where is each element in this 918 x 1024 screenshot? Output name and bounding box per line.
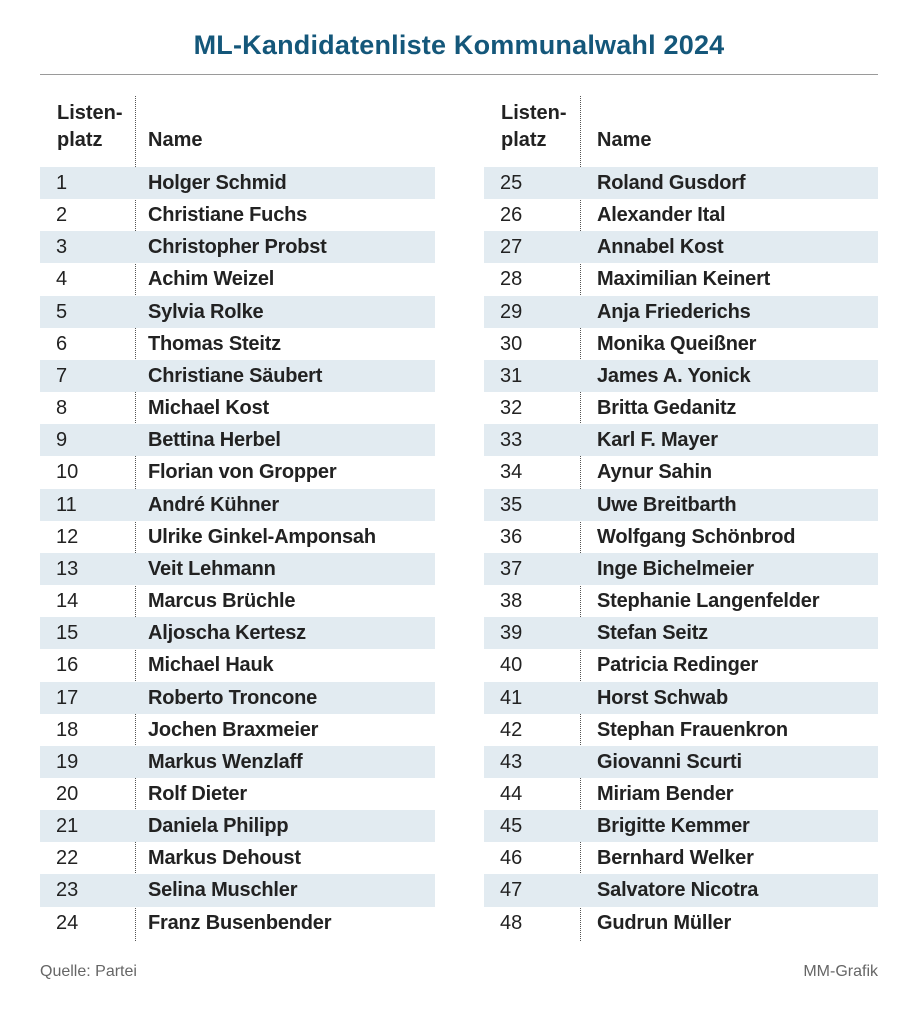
table-row xyxy=(40,874,435,906)
header-listenplatz-line1: Listen- xyxy=(57,102,123,124)
candidate-name-cell: Stephanie Langenfelder xyxy=(597,590,820,613)
candidate-name-cell: Aynur Sahin xyxy=(597,461,712,484)
listenplatz-cell: 16 xyxy=(56,654,79,677)
candidate-name-cell: Marcus Brüchle xyxy=(148,590,296,613)
listenplatz-cell: 25 xyxy=(500,172,523,194)
candidate-name-cell: Stefan Seitz xyxy=(597,622,708,645)
listenplatz-cell: 24 xyxy=(56,911,79,934)
table-row xyxy=(40,392,435,424)
header-listenplatz xyxy=(501,100,567,154)
table-row xyxy=(484,263,878,295)
table-row xyxy=(484,617,878,649)
listenplatz-cell: 14 xyxy=(56,590,79,613)
candidate-name-cell: Alexander Ital xyxy=(597,204,726,227)
candidate-name-cell: Christiane Säubert xyxy=(148,364,323,387)
candidate-name-cell: Holger Schmid xyxy=(148,172,287,194)
table-row xyxy=(484,199,878,231)
candidate-name-cell: Brigitte Kemmer xyxy=(597,815,750,838)
table-row xyxy=(40,682,435,714)
listenplatz-cell: 35 xyxy=(500,493,523,516)
candidate-name-cell: Roland Gusdorf xyxy=(597,172,746,194)
table-row xyxy=(484,649,878,681)
candidate-table-left xyxy=(40,96,435,939)
page-title: ML-Kandidatenliste Kommunalwahl 2024 xyxy=(193,30,725,60)
table-row xyxy=(40,842,435,874)
graphic-credit: MM-Grafik xyxy=(803,963,878,980)
candidate-name-cell: Rolf Dieter xyxy=(148,782,247,805)
candidate-name-cell: Anja Friederichs xyxy=(597,300,751,323)
table-row xyxy=(484,553,878,585)
candidate-name-cell: Sylvia Rolke xyxy=(148,300,264,323)
listenplatz-cell: 9 xyxy=(56,429,68,452)
listenplatz-cell: 33 xyxy=(500,429,523,452)
listenplatz-cell: 44 xyxy=(500,782,523,805)
table-header xyxy=(484,96,878,167)
listenplatz-cell: 32 xyxy=(500,397,523,420)
listenplatz-cell: 27 xyxy=(500,236,523,259)
listenplatz-cell: 13 xyxy=(56,557,79,580)
listenplatz-cell: 11 xyxy=(56,493,77,516)
candidate-name-cell: Michael Hauk xyxy=(148,654,274,677)
candidate-name-cell: Inge Bichelmeier xyxy=(597,557,754,580)
table-row xyxy=(40,617,435,649)
table-row xyxy=(484,746,878,778)
listenplatz-cell: 21 xyxy=(56,815,79,838)
candidate-name-cell: Annabel Kost xyxy=(597,236,724,259)
candidate-name-cell: Markus Wenzlaff xyxy=(148,750,303,773)
listenplatz-cell: 26 xyxy=(500,204,523,227)
header-listenplatz-line1: Listen- xyxy=(501,102,567,124)
table-row xyxy=(484,907,878,939)
table-row xyxy=(40,360,435,392)
candidate-name-cell: Britta Gedanitz xyxy=(597,397,737,420)
candidate-name-cell: Franz Busenbender xyxy=(148,911,332,934)
listenplatz-cell: 17 xyxy=(56,686,79,709)
table-row xyxy=(484,714,878,746)
listenplatz-cell: 10 xyxy=(56,461,79,484)
listenplatz-cell: 20 xyxy=(56,782,79,805)
table-row xyxy=(40,167,435,199)
listenplatz-cell: 47 xyxy=(500,879,523,902)
candidate-name-cell: Salvatore Nicotra xyxy=(597,879,759,902)
listenplatz-cell: 38 xyxy=(500,590,523,613)
candidate-name-cell: Thomas Steitz xyxy=(148,332,281,355)
table-row xyxy=(484,489,878,521)
candidate-name-cell: Aljoscha Kertesz xyxy=(148,622,306,645)
candidate-name-cell: Stephan Frauenkron xyxy=(597,718,788,741)
table-row xyxy=(484,810,878,842)
table-row xyxy=(484,424,878,456)
listenplatz-cell: 12 xyxy=(56,525,79,548)
title-divider xyxy=(40,74,878,75)
candidate-name-cell: James A. Yonick xyxy=(597,364,751,387)
listenplatz-cell: 48 xyxy=(500,911,523,934)
header-listenplatz xyxy=(57,100,123,154)
table-row xyxy=(484,682,878,714)
candidate-name-cell: Veit Lehmann xyxy=(148,557,276,580)
listenplatz-cell: 15 xyxy=(56,622,79,645)
table-row xyxy=(40,521,435,553)
listenplatz-cell: 19 xyxy=(56,750,79,773)
candidate-name-cell: Jochen Braxmeier xyxy=(148,718,319,741)
table-row xyxy=(484,842,878,874)
candidate-name-cell: André Kühner xyxy=(148,493,279,516)
candidate-name-cell: Uwe Breitbarth xyxy=(597,493,737,516)
header-name: Name xyxy=(597,129,652,151)
listenplatz-cell: 1 xyxy=(56,172,68,194)
table-row xyxy=(484,456,878,488)
table-row xyxy=(40,907,435,939)
listenplatz-cell: 30 xyxy=(500,332,523,355)
listenplatz-cell: 40 xyxy=(500,654,523,677)
table-row xyxy=(484,328,878,360)
candidate-name-cell: Miriam Bender xyxy=(597,782,734,805)
table-row xyxy=(484,231,878,263)
source-note: Quelle: Partei xyxy=(40,963,137,980)
candidate-name-cell: Monika Queißner xyxy=(597,332,757,355)
candidate-name-cell: Bernhard Welker xyxy=(597,847,754,870)
candidate-name-cell: Michael Kost xyxy=(148,397,269,420)
table-row xyxy=(40,585,435,617)
listenplatz-cell: 46 xyxy=(500,847,523,870)
candidate-name-cell: Roberto Troncone xyxy=(148,686,318,709)
table-row xyxy=(484,521,878,553)
table-header xyxy=(40,96,435,167)
table-row xyxy=(40,424,435,456)
candidate-name-cell: Daniela Philipp xyxy=(148,815,289,838)
listenplatz-cell: 31 xyxy=(500,364,523,387)
table-row xyxy=(40,231,435,263)
table-body xyxy=(484,167,878,939)
table-row xyxy=(40,778,435,810)
candidate-name-cell: Horst Schwab xyxy=(597,686,728,709)
listenplatz-cell: 5 xyxy=(56,300,68,323)
candidate-name-cell: Karl F. Mayer xyxy=(597,429,718,452)
candidate-name-cell: Markus Dehoust xyxy=(148,847,301,870)
table-row xyxy=(40,649,435,681)
table-row xyxy=(484,874,878,906)
candidate-name-cell: Achim Weizel xyxy=(148,268,275,291)
listenplatz-cell: 23 xyxy=(56,879,79,902)
table-row xyxy=(40,328,435,360)
candidate-name-cell: Bettina Herbel xyxy=(148,429,281,452)
candidate-name-cell: Gudrun Müller xyxy=(597,911,732,934)
listenplatz-cell: 45 xyxy=(500,815,523,838)
listenplatz-cell: 4 xyxy=(56,268,68,291)
table-body xyxy=(40,167,435,939)
candidate-name-cell: Maximilian Keinert xyxy=(597,268,771,291)
listenplatz-cell: 6 xyxy=(56,332,68,355)
header-name: Name xyxy=(148,129,203,151)
listenplatz-cell: 39 xyxy=(500,622,523,645)
table-row xyxy=(40,810,435,842)
table-row xyxy=(484,296,878,328)
header-listenplatz-line2: platz xyxy=(501,129,547,151)
table-row xyxy=(484,392,878,424)
table-row xyxy=(40,489,435,521)
candidate-name-cell: Patricia Redinger xyxy=(597,654,759,677)
candidate-name-cell: Christopher Probst xyxy=(148,236,327,259)
table-row xyxy=(484,167,878,199)
listenplatz-cell: 36 xyxy=(500,525,523,548)
listenplatz-cell: 7 xyxy=(56,364,68,387)
candidate-name-cell: Wolfgang Schönbrod xyxy=(597,525,796,548)
listenplatz-cell: 28 xyxy=(500,268,523,291)
table-row xyxy=(40,296,435,328)
table-row xyxy=(40,714,435,746)
listenplatz-cell: 43 xyxy=(500,750,523,773)
candidate-name-cell: Selina Muschler xyxy=(148,879,298,902)
table-row xyxy=(40,456,435,488)
candidate-table-right xyxy=(484,96,878,939)
header-listenplatz-line2: platz xyxy=(57,129,103,151)
table-row xyxy=(40,746,435,778)
table-row xyxy=(40,553,435,585)
listenplatz-cell: 41 xyxy=(500,686,523,709)
listenplatz-cell: 22 xyxy=(56,847,79,870)
listenplatz-cell: 29 xyxy=(500,300,523,323)
listenplatz-cell: 42 xyxy=(500,718,523,741)
candidate-name-cell: Christiane Fuchs xyxy=(148,204,308,227)
table-row xyxy=(40,263,435,295)
listenplatz-cell: 8 xyxy=(56,397,68,420)
candidate-name-cell: Giovanni Scurti xyxy=(597,750,742,773)
listenplatz-cell: 3 xyxy=(56,236,68,259)
listenplatz-cell: 2 xyxy=(56,204,68,227)
listenplatz-cell: 34 xyxy=(500,461,523,484)
table-row xyxy=(40,199,435,231)
listenplatz-cell: 37 xyxy=(500,557,523,580)
table-row xyxy=(484,360,878,392)
candidate-name-cell: Ulrike Ginkel-Amponsah xyxy=(148,525,376,548)
table-row xyxy=(484,778,878,810)
listenplatz-cell: 18 xyxy=(56,718,79,741)
table-row xyxy=(484,585,878,617)
candidate-name-cell: Florian von Gropper xyxy=(148,461,337,484)
